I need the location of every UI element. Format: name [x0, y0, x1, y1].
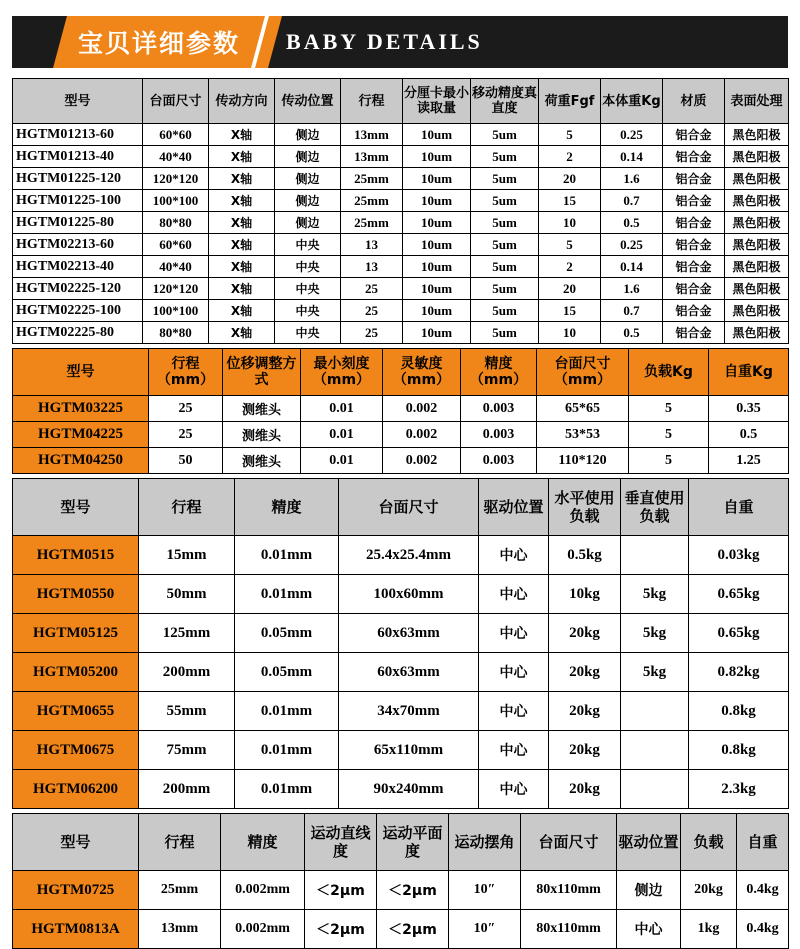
- cell: 黑色阳极: [725, 278, 789, 300]
- cell: 13: [341, 234, 403, 256]
- cell: 5um: [471, 212, 539, 234]
- cell: 200mm: [139, 653, 235, 692]
- cell: 25mm: [341, 190, 403, 212]
- cell: 10: [539, 322, 601, 344]
- cell-model: HGTM02225-120: [13, 278, 143, 300]
- cell: X轴: [209, 322, 275, 344]
- cell: 5um: [471, 234, 539, 256]
- cell: 铝合金: [663, 212, 725, 234]
- cell: 20: [539, 168, 601, 190]
- cell: 侧边: [617, 871, 681, 910]
- col-header: 驱动位置: [479, 479, 549, 536]
- col-header: 最小刻度（mm）: [301, 349, 383, 396]
- cell: 25mm: [341, 168, 403, 190]
- cell-model: HGTM01213-40: [13, 146, 143, 168]
- cell: 0.01mm: [235, 731, 339, 770]
- cell: X轴: [209, 278, 275, 300]
- cell-model: HGTM01225-100: [13, 190, 143, 212]
- col-header: 自重: [689, 479, 789, 536]
- col-header: 台面尺寸（mm）: [537, 349, 629, 396]
- cell: 黑色阳极: [725, 168, 789, 190]
- cell: 黑色阳极: [725, 146, 789, 168]
- cell: 5: [629, 448, 709, 474]
- cell: 25: [341, 300, 403, 322]
- cell: 10um: [403, 322, 471, 344]
- cell: 0.65kg: [689, 614, 789, 653]
- cell: 80x110mm: [521, 910, 617, 949]
- cell: 50mm: [139, 575, 235, 614]
- cell: ＜2μm: [377, 910, 449, 949]
- cell: 40*40: [143, 146, 209, 168]
- cell: 0.01: [301, 396, 383, 422]
- cell: 15: [539, 190, 601, 212]
- cell: 0.4kg: [737, 910, 789, 949]
- cell: 0.35: [709, 396, 789, 422]
- cell: 25mm: [341, 212, 403, 234]
- cell-model: HGTM0725: [13, 871, 139, 910]
- cell: 5um: [471, 124, 539, 146]
- cell: 1.25: [709, 448, 789, 474]
- cell: X轴: [209, 234, 275, 256]
- cell: 2.3kg: [689, 770, 789, 809]
- col-header: 负载Kg: [629, 349, 709, 396]
- col-header: 表面处理: [725, 79, 789, 124]
- col-header: 精度: [235, 479, 339, 536]
- cell: 中央: [275, 278, 341, 300]
- cell: 测维头: [223, 448, 301, 474]
- cell: 5um: [471, 278, 539, 300]
- cell: 5um: [471, 256, 539, 278]
- cell: 20kg: [681, 871, 737, 910]
- cell: 55mm: [139, 692, 235, 731]
- cell-model: HGTM02213-40: [13, 256, 143, 278]
- cell: 100*100: [143, 300, 209, 322]
- cell: 5kg: [621, 614, 689, 653]
- cell: 75mm: [139, 731, 235, 770]
- cell-model: HGTM0550: [13, 575, 139, 614]
- cell: 10um: [403, 212, 471, 234]
- cell: 中央: [275, 300, 341, 322]
- table-header-row: [13, 349, 789, 396]
- cell: 0.01mm: [235, 770, 339, 809]
- cell: 中心: [479, 731, 549, 770]
- cell: 0.8kg: [689, 692, 789, 731]
- col-header: 荷重Fgf: [539, 79, 601, 124]
- col-header: 型号: [13, 479, 139, 536]
- cell: 中心: [479, 614, 549, 653]
- cell: 0.03kg: [689, 536, 789, 575]
- cell: 黑色阳极: [725, 212, 789, 234]
- cell: 0.05mm: [235, 653, 339, 692]
- cell: 20kg: [549, 614, 621, 653]
- cell: 25.4x25.4mm: [339, 536, 479, 575]
- col-header: 分厘卡最小读取量: [403, 79, 471, 124]
- cell: 65*65: [537, 396, 629, 422]
- col-header: 台面尺寸: [521, 814, 617, 871]
- cell: 80*80: [143, 322, 209, 344]
- cell: X轴: [209, 168, 275, 190]
- cell: X轴: [209, 212, 275, 234]
- col-header: 运动摆角: [449, 814, 521, 871]
- banner-chinese-title: 宝贝详细参数: [78, 29, 241, 58]
- cell: 中心: [479, 770, 549, 809]
- col-header: 水平使用负载: [549, 479, 621, 536]
- cell: 中央: [275, 322, 341, 344]
- cell: 0.25: [601, 124, 663, 146]
- table-row: [13, 212, 789, 234]
- cell-model: HGTM0515: [13, 536, 139, 575]
- cell: 0.7: [601, 190, 663, 212]
- spec-table-2: [12, 348, 789, 474]
- cell: [621, 731, 689, 770]
- cell: 10″: [449, 910, 521, 949]
- cell-model: HGTM01213-60: [13, 124, 143, 146]
- cell: 60x63mm: [339, 653, 479, 692]
- table-row: [13, 322, 789, 344]
- col-header: 行程: [341, 79, 403, 124]
- cell: X轴: [209, 190, 275, 212]
- cell: 0.002: [383, 448, 461, 474]
- cell: 0.4kg: [737, 871, 789, 910]
- cell-model: HGTM04250: [13, 448, 149, 474]
- cell: 0.01: [301, 448, 383, 474]
- cell: 13mm: [341, 124, 403, 146]
- table-row: [13, 234, 789, 256]
- cell-model: HGTM0813A: [13, 910, 139, 949]
- col-header: 行程（mm）: [149, 349, 223, 396]
- table-row: [13, 168, 789, 190]
- cell: 125mm: [139, 614, 235, 653]
- cell: [621, 770, 689, 809]
- cell: 5kg: [621, 575, 689, 614]
- table-row: [13, 871, 789, 910]
- col-header: 精度: [221, 814, 305, 871]
- cell: 10″: [449, 871, 521, 910]
- col-header: 驱动位置: [617, 814, 681, 871]
- col-header: 材质: [663, 79, 725, 124]
- col-header: 负载: [681, 814, 737, 871]
- cell: 15mm: [139, 536, 235, 575]
- table-row: [13, 146, 789, 168]
- cell-model: HGTM02225-80: [13, 322, 143, 344]
- cell: 5kg: [621, 653, 689, 692]
- cell: 0.5: [709, 422, 789, 448]
- cell-model: HGTM0655: [13, 692, 139, 731]
- cell: 铝合金: [663, 168, 725, 190]
- col-header: 垂直使用负载: [621, 479, 689, 536]
- product-parameters-page: [0, 16, 800, 948]
- col-header: 运动平面度: [377, 814, 449, 871]
- table-header-row: [13, 814, 789, 871]
- cell: 0.82kg: [689, 653, 789, 692]
- cell-model: HGTM06200: [13, 770, 139, 809]
- cell-model: HGTM0675: [13, 731, 139, 770]
- cell: 53*53: [537, 422, 629, 448]
- cell-model: HGTM01225-120: [13, 168, 143, 190]
- cell: 90x240mm: [339, 770, 479, 809]
- cell: 0.7: [601, 300, 663, 322]
- cell: 65x110mm: [339, 731, 479, 770]
- table-row: [13, 910, 789, 949]
- cell: [621, 692, 689, 731]
- cell: 5um: [471, 300, 539, 322]
- cell-model: HGTM05200: [13, 653, 139, 692]
- cell: 0.002: [383, 422, 461, 448]
- cell: 中心: [479, 536, 549, 575]
- col-header: 台面尺寸: [143, 79, 209, 124]
- cell: 13: [341, 256, 403, 278]
- cell: 测维头: [223, 396, 301, 422]
- cell: 40*40: [143, 256, 209, 278]
- cell: 中心: [479, 653, 549, 692]
- cell: 10um: [403, 234, 471, 256]
- cell: 0.14: [601, 256, 663, 278]
- col-header: 传动位置: [275, 79, 341, 124]
- cell: 中心: [479, 575, 549, 614]
- col-header: 运动直线度: [305, 814, 377, 871]
- spec-table-3: [12, 478, 789, 809]
- table-row: [13, 770, 789, 809]
- cell: 20kg: [549, 731, 621, 770]
- cell: 5: [539, 124, 601, 146]
- cell: 5um: [471, 168, 539, 190]
- cell: 0.002mm: [221, 910, 305, 949]
- cell: 80*80: [143, 212, 209, 234]
- cell: 25: [149, 396, 223, 422]
- cell: 0.25: [601, 234, 663, 256]
- col-header: 型号: [13, 79, 143, 124]
- cell: 0.002: [383, 396, 461, 422]
- cell: 0.05mm: [235, 614, 339, 653]
- table-row: [13, 396, 789, 422]
- cell: X轴: [209, 300, 275, 322]
- table-row: [13, 190, 789, 212]
- cell: 10kg: [549, 575, 621, 614]
- cell: 10um: [403, 190, 471, 212]
- cell: 1.6: [601, 168, 663, 190]
- cell-model: HGTM02213-60: [13, 234, 143, 256]
- cell: 中心: [479, 692, 549, 731]
- cell: 5um: [471, 146, 539, 168]
- cell: 铝合金: [663, 190, 725, 212]
- cell: 5: [629, 422, 709, 448]
- cell: 1kg: [681, 910, 737, 949]
- col-header: 灵敏度（mm）: [383, 349, 461, 396]
- cell: 20kg: [549, 692, 621, 731]
- cell: 黑色阳极: [725, 234, 789, 256]
- cell: 10: [539, 212, 601, 234]
- cell: 黑色阳极: [725, 124, 789, 146]
- col-header: 精度（mm）: [461, 349, 537, 396]
- cell: 5um: [471, 190, 539, 212]
- cell: 50: [149, 448, 223, 474]
- cell: 0.01mm: [235, 575, 339, 614]
- cell: 0.003: [461, 396, 537, 422]
- cell: 110*120: [537, 448, 629, 474]
- table-row: [13, 692, 789, 731]
- cell-model: HGTM04225: [13, 422, 149, 448]
- cell: 100*100: [143, 190, 209, 212]
- cell: 黑色阳极: [725, 190, 789, 212]
- table-header-row: [13, 79, 789, 124]
- cell: 黑色阳极: [725, 256, 789, 278]
- cell: 0.01mm: [235, 536, 339, 575]
- cell: 5: [629, 396, 709, 422]
- page-banner: [12, 16, 788, 68]
- cell: 13mm: [341, 146, 403, 168]
- table-row: [13, 256, 789, 278]
- cell: 铝合金: [663, 124, 725, 146]
- banner-english-title: BABY DETAILS: [286, 29, 483, 54]
- cell: ＜2μm: [377, 871, 449, 910]
- cell: ＜2μm: [305, 910, 377, 949]
- col-header: 行程: [139, 814, 221, 871]
- col-header: 传动方向: [209, 79, 275, 124]
- cell: 0.5: [601, 322, 663, 344]
- cell: 0.65kg: [689, 575, 789, 614]
- cell-model: HGTM03225: [13, 396, 149, 422]
- cell: 120*120: [143, 168, 209, 190]
- table-row: [13, 653, 789, 692]
- cell: 10um: [403, 256, 471, 278]
- cell: 10um: [403, 168, 471, 190]
- cell: 25: [149, 422, 223, 448]
- cell-model: HGTM05125: [13, 614, 139, 653]
- cell: 10um: [403, 278, 471, 300]
- cell: 10um: [403, 146, 471, 168]
- cell: 0.002mm: [221, 871, 305, 910]
- col-header: 台面尺寸: [339, 479, 479, 536]
- col-header: 移动精度真直度: [471, 79, 539, 124]
- cell: 侧边: [275, 124, 341, 146]
- cell: 铝合金: [663, 278, 725, 300]
- cell: 120*120: [143, 278, 209, 300]
- cell: 100x60mm: [339, 575, 479, 614]
- cell: 铝合金: [663, 300, 725, 322]
- col-header: 行程: [139, 479, 235, 536]
- table-row: [13, 124, 789, 146]
- cell: 中央: [275, 256, 341, 278]
- cell: 0.01mm: [235, 692, 339, 731]
- col-header: 自重Kg: [709, 349, 789, 396]
- cell: 200mm: [139, 770, 235, 809]
- table-row: [13, 575, 789, 614]
- cell: 5: [539, 234, 601, 256]
- cell-model: HGTM02225-100: [13, 300, 143, 322]
- cell: 0.01: [301, 422, 383, 448]
- cell: 侧边: [275, 190, 341, 212]
- cell: 25: [341, 322, 403, 344]
- cell: 2: [539, 146, 601, 168]
- table-row: [13, 448, 789, 474]
- cell-model: HGTM01225-80: [13, 212, 143, 234]
- cell: 铝合金: [663, 146, 725, 168]
- cell: 0.14: [601, 146, 663, 168]
- cell: 0.8kg: [689, 731, 789, 770]
- col-header: 本体重Kg: [601, 79, 663, 124]
- cell: 2: [539, 256, 601, 278]
- table-row: [13, 278, 789, 300]
- cell: 60*60: [143, 234, 209, 256]
- cell: 20: [539, 278, 601, 300]
- cell: X轴: [209, 256, 275, 278]
- table-row: [13, 731, 789, 770]
- cell: 60*60: [143, 124, 209, 146]
- cell: 20kg: [549, 770, 621, 809]
- cell: 测维头: [223, 422, 301, 448]
- cell: 34x70mm: [339, 692, 479, 731]
- table-row: [13, 614, 789, 653]
- cell: 0.5kg: [549, 536, 621, 575]
- cell: 25mm: [139, 871, 221, 910]
- cell: 中央: [275, 234, 341, 256]
- cell: 铝合金: [663, 256, 725, 278]
- cell: 10um: [403, 124, 471, 146]
- spec-table-4: [12, 813, 789, 949]
- cell: X轴: [209, 146, 275, 168]
- table-header-row: [13, 479, 789, 536]
- cell: 60x63mm: [339, 614, 479, 653]
- cell: 20kg: [549, 653, 621, 692]
- col-header: 型号: [13, 814, 139, 871]
- table-row: [13, 536, 789, 575]
- cell: X轴: [209, 124, 275, 146]
- col-header: 型号: [13, 349, 149, 396]
- cell: 10um: [403, 300, 471, 322]
- cell: 铝合金: [663, 322, 725, 344]
- cell: [621, 536, 689, 575]
- cell: 黑色阳极: [725, 322, 789, 344]
- cell: 25: [341, 278, 403, 300]
- cell: 1.6: [601, 278, 663, 300]
- cell: 5um: [471, 322, 539, 344]
- cell: 13mm: [139, 910, 221, 949]
- col-header: 位移调整方式: [223, 349, 301, 396]
- cell: 0.5: [601, 212, 663, 234]
- cell: 80x110mm: [521, 871, 617, 910]
- cell: 侧边: [275, 212, 341, 234]
- cell: 黑色阳极: [725, 300, 789, 322]
- cell: 15: [539, 300, 601, 322]
- cell: 中心: [617, 910, 681, 949]
- cell: ＜2μm: [305, 871, 377, 910]
- col-header: 自重: [737, 814, 789, 871]
- cell: 侧边: [275, 168, 341, 190]
- cell: 侧边: [275, 146, 341, 168]
- table-row: [13, 422, 789, 448]
- cell: 铝合金: [663, 234, 725, 256]
- cell: 0.003: [461, 422, 537, 448]
- spec-table-1: [12, 78, 789, 344]
- cell: 0.003: [461, 448, 537, 474]
- table-row: [13, 300, 789, 322]
